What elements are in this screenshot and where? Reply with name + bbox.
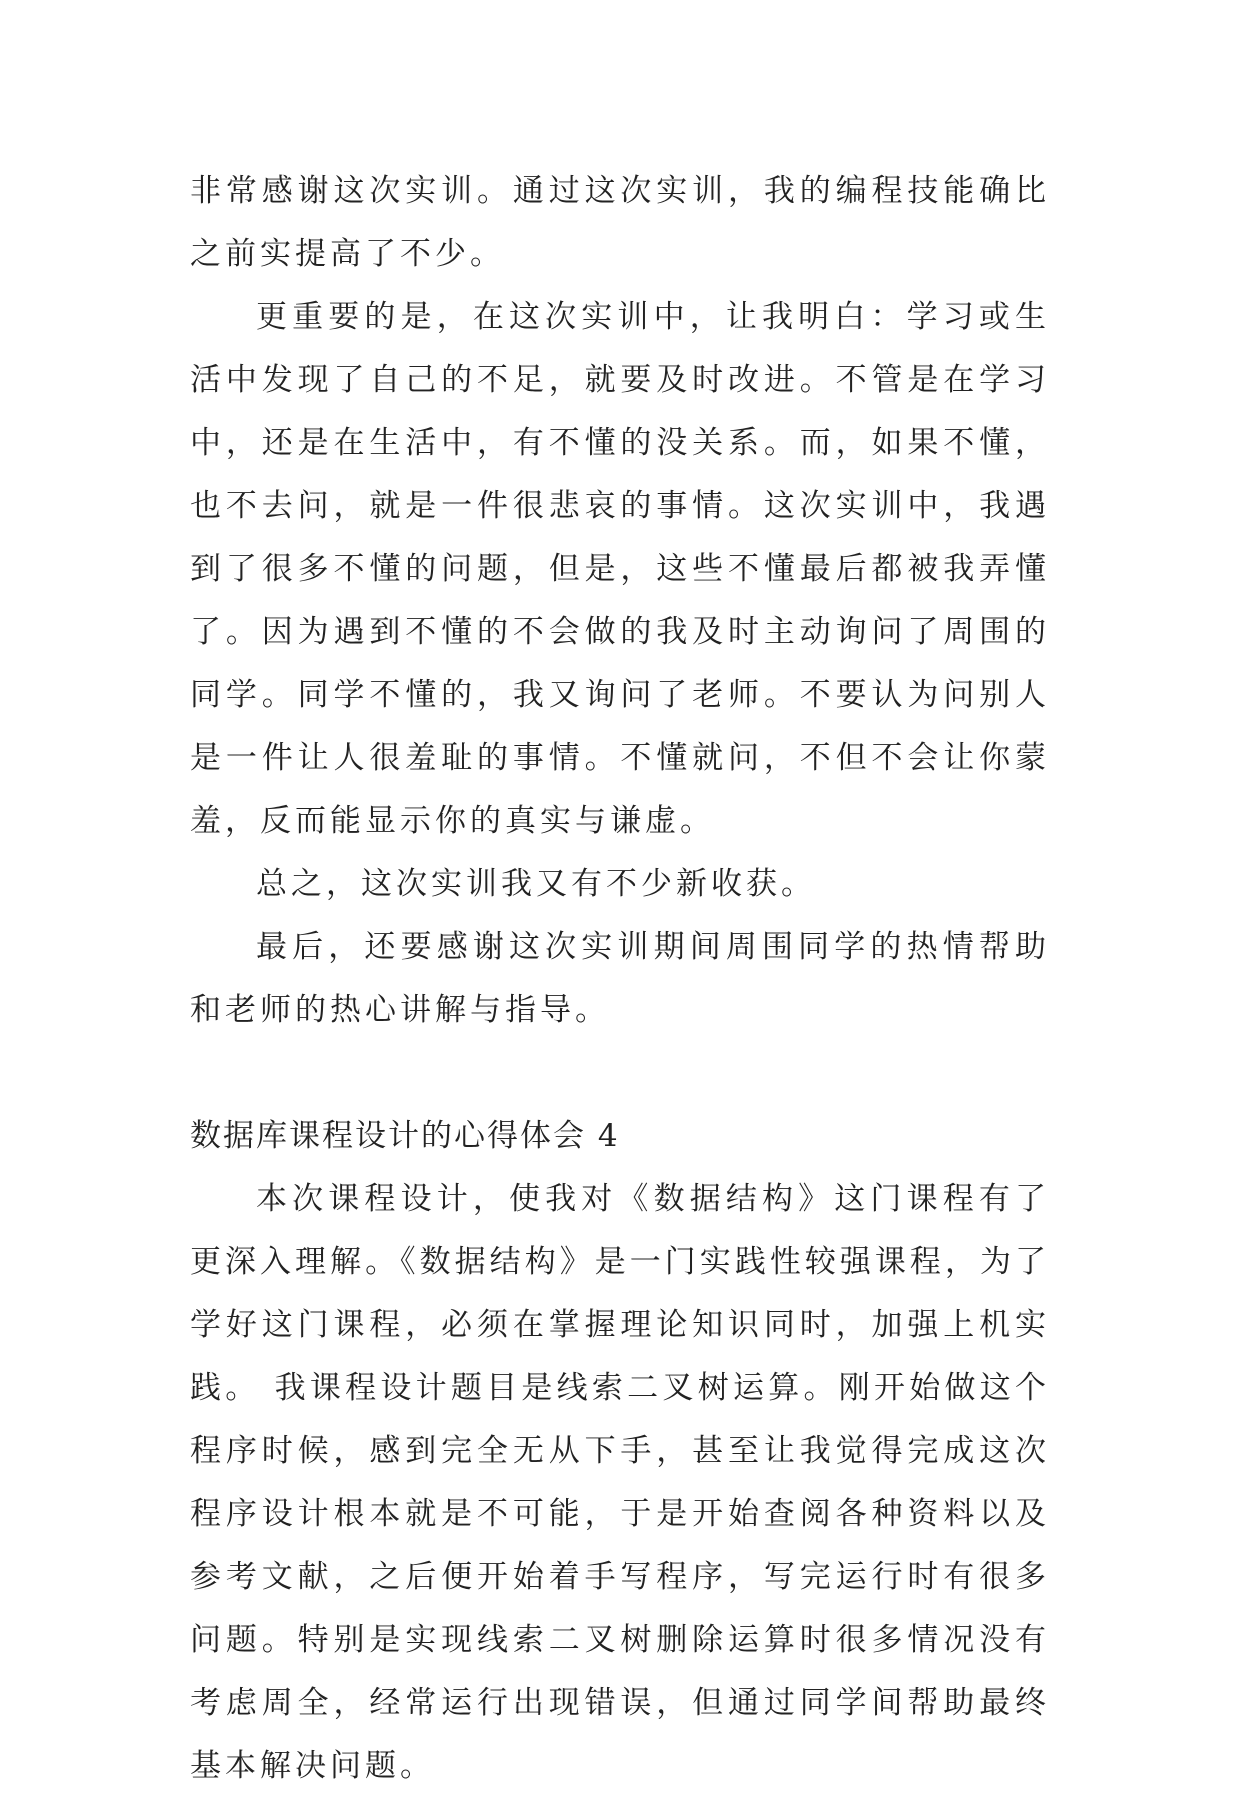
document-body — [190, 160, 1050, 1798]
paragraph-3: 总之，这次实训我又有不少新收获。 — [256, 866, 816, 902]
section-title: 数据库课程设计的心得体会 4 — [190, 1118, 620, 1154]
section-paragraph: 本次课程设计，使我对《数据结构》这门课程有了更深入理解。《数据结构》是一门实践性较强课程，为了学好这门课程，必须在掌握理论知识同时，加强上机实践。 我课程设计题目是线索二叉树运算。刚开始做这个程序时候，感到完全无从下手，甚至让我觉得完成这次程序设计根本就是不可能，于是开始查阅各种资料以及参考文献，之后便开始着手写程序，写完运行时有很多问题。特别是实现线索二叉树删除运算时很多情况没有考虑周全，经常运行出现错误，但通过同学间帮助最终基本解决问题。 — [190, 1181, 1050, 1784]
paragraph-2: 更重要的是，在这次实训中，让我明白：学习或生活中发现了自己的不足，就要及时改进。不管是在学习中，还是在生活中，有不懂的没关系。而，如果不懂，也不去问，就是一件很悲哀的事情。这次实训中，我遇到了很多不懂的问题，但是，这些不懂最后都被我弄懂了。因为遇到不懂的不会做的我及时主动询问了周围的同学。同学不懂的，我又询问了老师。不要认为问别人是一件让人很羞耻的事情。不懂就问，不但不会让你蒙羞，反而能显示你的真实与谦虚。 — [190, 299, 1050, 839]
paragraph-1: 非常感谢这次实训。通过这次实训，我的编程技能确比之前实提高了不少。 — [190, 173, 1050, 272]
paragraph-4: 最后，还要感谢这次实训期间周围同学的热情帮助和老师的热心讲解与指导。 — [190, 929, 1050, 1028]
